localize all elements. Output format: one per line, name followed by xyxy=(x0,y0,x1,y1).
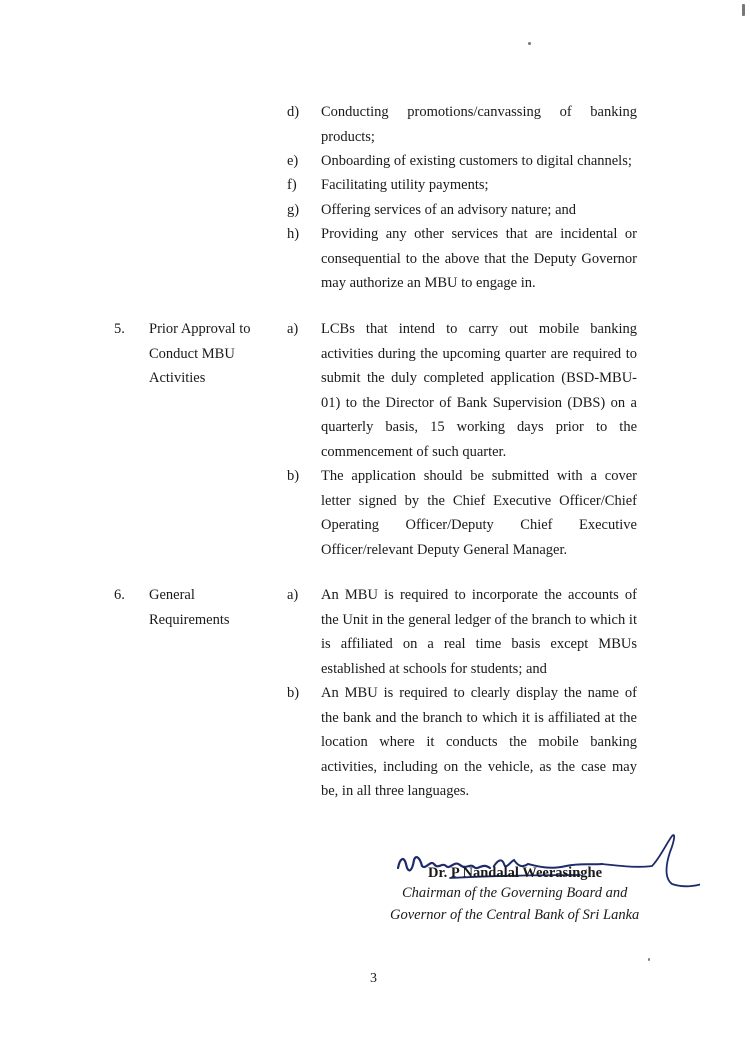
item-marker: f) xyxy=(287,177,297,193)
item-text: An MBU is required to incorporate the accounts of the Unit in the general ledger of the branch to which it is affiliated on a real time basis except MBUs established at schools for students; and xyxy=(321,587,637,677)
section-title: General Requirements xyxy=(149,587,230,628)
scan-speck xyxy=(528,42,531,45)
item-marker: b) xyxy=(287,468,300,484)
item-marker: a) xyxy=(287,587,299,603)
page-number: 3 xyxy=(370,971,377,986)
item-marker: h) xyxy=(287,226,300,242)
item-marker: a) xyxy=(287,321,299,337)
scan-speck xyxy=(648,958,650,961)
item-text: Conducting promotions/canvassing of banking products; xyxy=(321,104,637,145)
item-marker: b) xyxy=(287,685,300,701)
item-text: LCBs that intend to carry out mobile banking activities during the upcoming quarter are required to submit the duly completed application (BSD-MBU-01) to the Director of Bank Supervision (DBS) on a quarterly basis, 15 working days prior to the commencement of such quarter. xyxy=(321,321,637,460)
item-text: Onboarding of existing customers to digital channels; xyxy=(321,153,632,169)
signature-block xyxy=(370,825,700,955)
item-marker: d) xyxy=(287,104,300,120)
section-number: 5. xyxy=(114,321,125,337)
item-marker: g) xyxy=(287,202,300,218)
item-text: An MBU is required to clearly display the name of the bank and the branch to which it is affiliated at the location where it conducts the mobile banking activities, including on the vehicle, as the case may be, in all three languages. xyxy=(321,685,637,799)
signer-name: Dr. P Nandalal Weerasinghe xyxy=(428,865,603,881)
section-title: Prior Approval to Conduct MBU Activities xyxy=(149,321,251,386)
section-number: 6. xyxy=(114,587,125,603)
signer-title-line-1: Chairman of the Governing Board and xyxy=(402,885,628,901)
scan-speck xyxy=(742,4,745,16)
item-text: The application should be submitted with a cover letter signed by the Chief Executive Officer/Chief Operating Officer/Deputy Chief Executive Officer/relevant Deputy General Manager. xyxy=(321,468,637,558)
signer-title-line-2: Governor of the Central Bank of Sri Lanka xyxy=(390,907,640,923)
item-text: Offering services of an advisory nature; and xyxy=(321,202,577,218)
item-marker: e) xyxy=(287,153,299,169)
item-text: Facilitating utility payments; xyxy=(321,177,489,193)
item-text: Providing any other services that are incidental or consequential to the above that the Deputy Governor may authorize an MBU to engage in. xyxy=(321,226,637,291)
